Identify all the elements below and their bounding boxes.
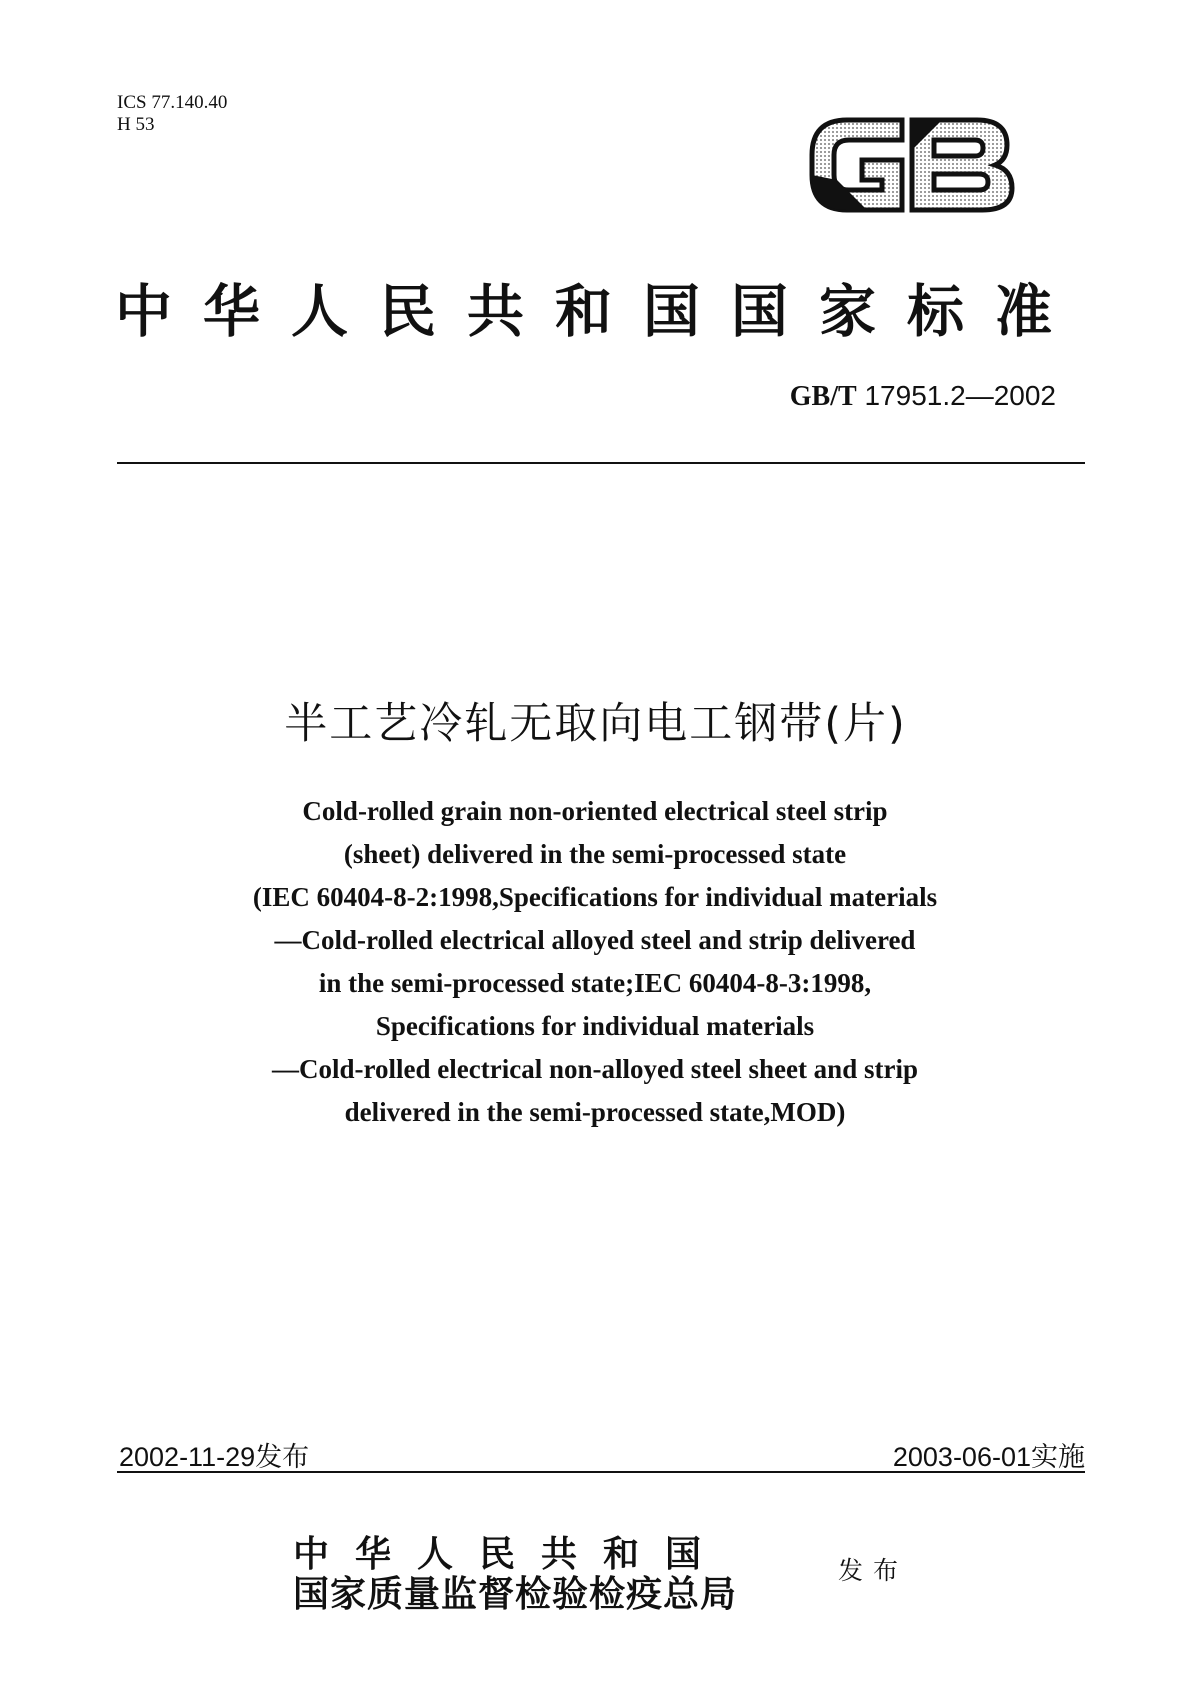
- publisher: [293, 1534, 737, 1614]
- standard-prefix: GB/T: [789, 381, 857, 412]
- gb-logo-icon: [807, 110, 1017, 220]
- national-standard-title: 中华人民共和国国家标准: [115, 278, 1083, 345]
- chinese-title: 半工艺冷轧无取向电工钢带(片): [284, 699, 907, 749]
- issue-date: 2002-11-29发布: [119, 1442, 310, 1472]
- top-divider: [117, 462, 1085, 464]
- english-title-line: delivered in the semi-processed state,MOD): [344, 1097, 846, 1127]
- english-title: [150, 790, 1040, 1134]
- english-title-line: —Cold-rolled electrical non-alloyed steel sheet and strip: [272, 1054, 918, 1084]
- publish-label: 发布: [838, 1556, 909, 1585]
- english-title-line: —Cold-rolled electrical alloyed steel and strip delivered: [274, 925, 916, 955]
- bottom-divider: [117, 1471, 1085, 1473]
- publisher-line-2: 国家质量监督检验检疫总局: [293, 1573, 738, 1615]
- standard-code: 17951.2—2002: [864, 380, 1056, 411]
- ics-code: [117, 92, 227, 136]
- implementation-date: 2003-06-01实施: [892, 1442, 1085, 1472]
- english-title-line: (IEC 60404-8-2:1998,Specifications for individual materials: [252, 882, 938, 912]
- category-code: H 53: [117, 114, 155, 135]
- english-title-line: Cold-rolled grain non-oriented electrical steel strip: [302, 796, 888, 826]
- ics-number: ICS 77.140.40: [117, 92, 228, 113]
- english-title-line: Specifications for individual materials: [375, 1011, 815, 1041]
- publisher-line-1: 中华人民共和国: [293, 1533, 728, 1575]
- english-title-line: in the semi-processed state;IEC 60404-8-3:1998,: [318, 968, 872, 998]
- english-title-line: (sheet) delivered in the semi-processed state: [343, 839, 847, 869]
- standard-number: [790, 380, 1056, 413]
